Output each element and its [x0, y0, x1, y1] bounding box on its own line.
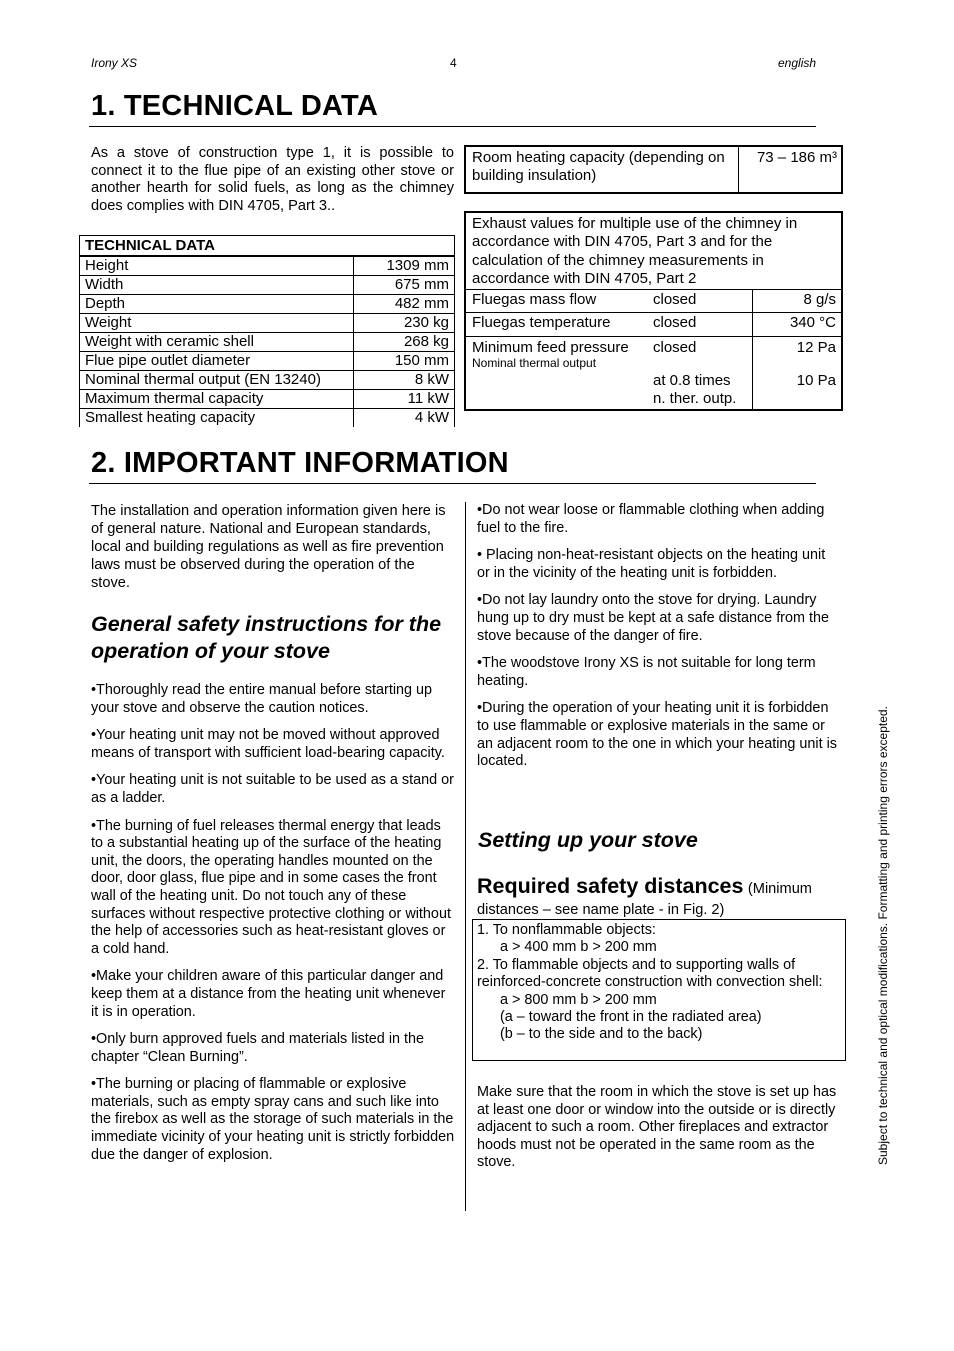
feed-pressure-label: Minimum feed pressure	[472, 339, 629, 356]
fluegas-temp-value: 340 °C	[789, 314, 836, 331]
bullet: •	[91, 727, 97, 744]
distances-line: 2. To flammable objects and to supporting walls of reinforced-concrete construction with convection shell:	[477, 956, 823, 991]
safety-heading: General safety instructions for the operation of your stove	[91, 612, 442, 663]
fluegas-temp-label: Fluegas temperature	[472, 314, 611, 331]
section2-intro: The installation and operation information given here is of general nature. National and European standards, local and building regulations as well as fire prevention laws must be observed during the operation of the stove.	[91, 503, 446, 591]
list-item	[91, 682, 456, 717]
section1-title: 1. TECHNICAL DATA	[91, 90, 378, 122]
bullet: •	[91, 682, 97, 698]
row-value: 1309 mm	[354, 256, 455, 276]
row-value: 150 mm	[354, 352, 455, 371]
row-label: Weight	[80, 314, 354, 333]
row-label: Nominal thermal output (EN 13240)	[80, 371, 354, 390]
header-left: Irony XS	[91, 56, 138, 70]
bullet-text: Placing non-heat-resistant objects on the heating unit or in the vicinity of the heating unit is forbidden.	[477, 547, 826, 581]
list-item	[91, 968, 456, 1021]
divider	[466, 336, 841, 337]
fluegas-mass-flow-state: closed	[653, 291, 697, 308]
row-value: 11 kW	[354, 390, 455, 409]
list-item	[477, 700, 839, 770]
tech-table-header: TECHNICAL DATA	[80, 236, 455, 257]
distances-line: (a – toward the front in the radiated area)	[500, 1009, 762, 1026]
section1-intro: As a stove of construction type 1, it is possible to connect it to the flue pipe of an existing other stove or another hearth for solid fuels, as long as the chimney does complies with DIN 4705, Part 3..	[91, 145, 454, 214]
bullet-text: Only burn approved fuels and materials listed in the chapter “Clean Burning”.	[91, 1031, 425, 1065]
bullet: •	[477, 592, 483, 609]
distances-heading: Required safety distances	[477, 874, 744, 898]
table-row	[80, 371, 455, 390]
list-item	[477, 655, 839, 690]
bullet: •	[91, 817, 97, 834]
section1-rule	[89, 126, 816, 127]
fluegas-mass-flow-label: Fluegas mass flow	[472, 291, 597, 308]
table-row	[80, 333, 455, 352]
feed-pressure-state: closed	[653, 339, 697, 356]
bullet: •	[91, 1076, 97, 1093]
bullet: •	[91, 1031, 97, 1048]
bullet-text: Do not lay laundry onto the stove for drying. Laundry hung up to dry must be kept at a safe distance from the stove because of the danger of fire.	[477, 592, 829, 644]
distances-note2: distances – see name plate - in Fig. 2)	[477, 902, 725, 918]
section2-title: 2. IMPORTANT INFORMATION	[91, 447, 509, 479]
room-capacity-value: 73 – 186 m³	[756, 149, 837, 166]
list-item	[477, 547, 839, 582]
table-row	[80, 295, 455, 314]
divider	[752, 289, 753, 409]
page-number: 4	[450, 56, 457, 70]
row-value: 230 kg	[354, 314, 455, 333]
exhaust-box	[464, 211, 843, 411]
distances-line: (b – to the side and to the back)	[500, 1026, 703, 1043]
distances-box	[472, 919, 846, 1061]
distances-line: a > 400 mm b > 200 mm	[500, 939, 657, 956]
bullet: •	[477, 700, 483, 717]
fluegas-temp-state: closed	[653, 314, 697, 331]
divider	[466, 289, 841, 290]
divider	[738, 147, 739, 192]
room-capacity-box	[464, 145, 843, 194]
list-item	[477, 592, 839, 645]
row-label: Depth	[80, 295, 354, 314]
technical-data-table	[79, 235, 455, 427]
table-row	[80, 314, 455, 333]
feed-pressure-value: 12 Pa	[796, 339, 836, 356]
list-item	[477, 502, 839, 537]
bullet-text: Thoroughly read the entire manual before starting up your stove and observe the caution notices.	[91, 682, 433, 716]
feed-pressure-state2a: at 0.8 times	[653, 372, 731, 389]
fluegas-mass-flow-value: 8 g/s	[803, 291, 836, 308]
bullet: •	[477, 502, 483, 518]
row-value: 268 kg	[354, 333, 455, 352]
row-label: Height	[80, 256, 354, 276]
header-right: english	[778, 56, 817, 70]
bullet-text: Your heating unit may not be moved without approved means of transport with sufficient load-bearing capacity.	[91, 727, 445, 761]
row-value: 4 kW	[354, 409, 455, 428]
distances-note1: (Minimum	[747, 881, 812, 897]
row-value: 8 kW	[354, 371, 455, 390]
feed-pressure-sublabel: Nominal thermal output	[472, 356, 597, 370]
feed-pressure-state2b: n. ther. outp.	[653, 390, 737, 407]
row-label: Weight with ceramic shell	[80, 333, 354, 352]
bullet-text: Make your children aware of this particular danger and keep them at a distance from the heating unit whenever it is in operation.	[91, 968, 446, 1020]
row-label: Width	[80, 276, 354, 295]
bullet-text: The burning or placing of flammable or explosive materials, such as empty spray cans and such like into the firebox as well as the storage of such materials in the immediate vicinity of your heating unit is strictly forbidden due the danger of explosion.	[91, 1076, 455, 1163]
distances-line: 1. To nonflammable objects:	[477, 922, 656, 938]
table-row	[80, 390, 455, 409]
row-label: Maximum thermal capacity	[80, 390, 354, 409]
row-label: Smallest heating capacity	[80, 409, 354, 428]
exhaust-header: Exhaust values for multiple use of the chimney in accordance with DIN 4705, Part 3 and for the calculation of the chimney measurements in accordance with DIN 4705, Part 2	[472, 215, 798, 287]
distances-line: a > 800 mm b > 200 mm	[500, 991, 657, 1008]
distances-heading-line	[477, 874, 812, 899]
bullet-text: The burning of fuel releases thermal energy that leads to a substantial heating up of the surface of the heating unit, the doors, the operating handles mounted on the door, door glass, flue pipe and in some cases the front wall of the heating unit. Do not touch any of these surfaces without respective protective clothing or without the help of accessories such as heat-resistant gloves or a cold hand.	[91, 817, 451, 957]
right-bullet-list	[477, 502, 839, 781]
room-capacity-label: Room heating capacity (depending on building insulation)	[472, 149, 725, 184]
divider	[466, 312, 841, 313]
bullet-text: The woodstove Irony XS is not suitable for long term heating.	[477, 655, 816, 689]
row-value: 482 mm	[354, 295, 455, 314]
setup-heading: Setting up your stove	[478, 828, 698, 852]
bullet-text: Do not wear loose or flammable clothing when adding fuel to the fire.	[477, 502, 825, 536]
bullet: •	[477, 547, 483, 564]
bullet: •	[91, 772, 97, 789]
room-note: Make sure that the room in which the stove is set up has at least one door or window into the outside or is directly adjacent to such a room. Other fireplaces and extractor hoods must not be operated in the same room as the stove.	[477, 1084, 837, 1171]
list-item	[91, 727, 456, 762]
bullet-text: Your heating unit is not suitable to be used as a stand or as a ladder.	[91, 772, 454, 806]
list-item	[91, 772, 456, 807]
list-item	[91, 818, 456, 959]
table-row	[80, 409, 455, 428]
row-label: Flue pipe outlet diameter	[80, 352, 354, 371]
list-item	[91, 1031, 456, 1066]
table-row	[80, 276, 455, 295]
bullet-text: During the operation of your heating unit it is forbidden to use flammable or explosive materials in the same or an adjacent room to the one in which your heating unit is located.	[477, 700, 837, 770]
feed-pressure-value2: 10 Pa	[796, 372, 836, 389]
side-note: Subject to technical and optical modifications. Formatting and printing errors excepted.	[876, 706, 890, 1165]
column-divider	[465, 502, 466, 1211]
section2-rule	[89, 483, 816, 484]
row-value: 675 mm	[354, 276, 455, 295]
left-bullet-list	[91, 682, 456, 1174]
table-row	[80, 256, 455, 276]
list-item	[91, 1076, 456, 1164]
table-row	[80, 352, 455, 371]
bullet: •	[477, 655, 483, 672]
bullet: •	[91, 968, 97, 985]
